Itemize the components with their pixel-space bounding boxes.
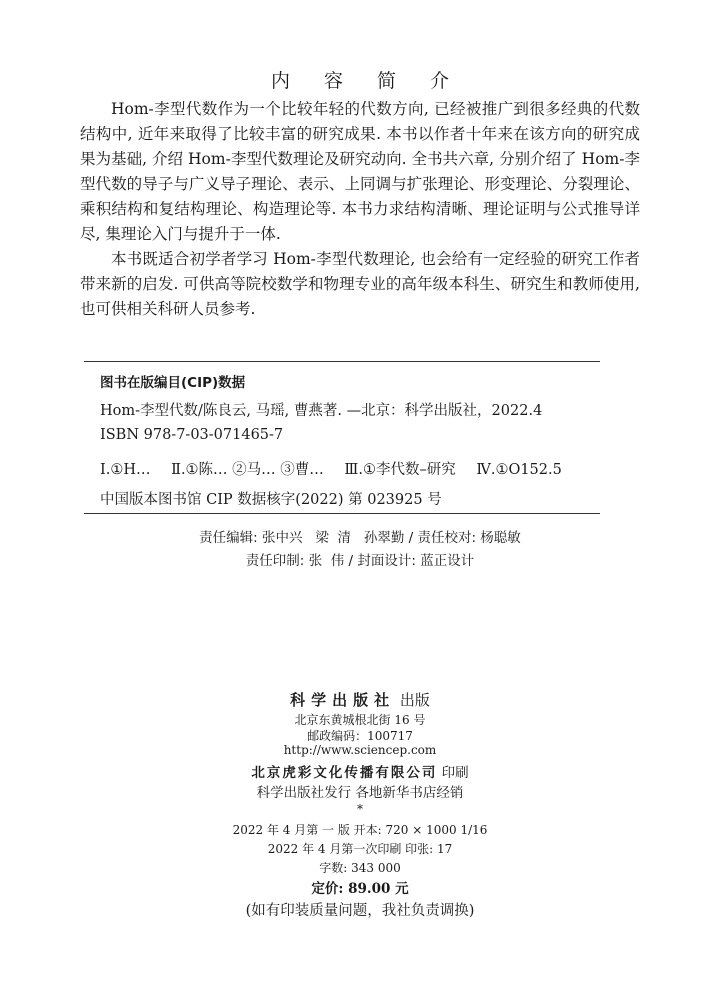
cip-class-item: Ⅰ.①H…: [100, 462, 151, 478]
cip-isbn: ISBN 978-7-03-071465-7: [100, 427, 284, 443]
publisher-line: [0, 689, 720, 710]
publisher-name: 科学出版社: [290, 691, 396, 709]
price: 定价: 89.00 元: [311, 881, 409, 897]
cip-classification: [100, 458, 578, 479]
intro-paragraph-1: Hom-李型代数作为一个比较年轻的代数方向, 已经被推广到很多经典的代数结构中, 近年来取得了比较丰富的研究成果. 本书以作者十年来在该方向的研究成果为基础, 介绍 Hom-李型代数理论及研究动向. 全书共六章, 分别介绍了 Hom-李型代数的导子与广义导子理论、表示、上同调与扩张理论、形变理论、分裂理论、乘积结构和复结构理论、构造理论等. 本书力求结构清晰、理论证明与公式推导详尽, 集理论入门与提升于一体.: [80, 100, 640, 243]
cip-record-number: 中国版本图书馆 CIP 数据核字(2022) 第 023925 号: [100, 492, 442, 508]
editors-line-1: 责任编辑: 张中兴 梁 清 孙翠勤 / 责任校对: 杨聪敏: [199, 530, 521, 546]
publisher-suffix: 出版: [399, 691, 430, 709]
cip-class-item: Ⅳ.①O152.5: [476, 462, 562, 478]
cip-heading: 图书在版编目(CIP)数据: [100, 375, 246, 391]
separator-asterisk: *: [357, 802, 363, 816]
printing-line: 2022 年 4 月第一次印刷 印张: 17: [267, 842, 453, 856]
cip-class-item: Ⅱ.①陈… ②马… ③曹…: [171, 462, 324, 478]
cip-catalog-line: Hom-李型代数/陈良云, 马瑶, 曹燕著. —北京：科学出版社，2022.4: [100, 403, 543, 419]
printer-suffix: 印刷: [441, 765, 469, 781]
intro-paragraph-2: 本书既适合初学者学习 Hom-李型代数理论, 也会给有一定经验的研究工作者带来新的启发. 可供高等院校数学和物理专业的高年级本科生、研究生和教师使用, 也可供相关科研人员参考.: [80, 250, 640, 318]
printer-line: [0, 761, 720, 781]
quality-notice: (如有印装质量问题，我社负责调换): [245, 903, 475, 919]
page-title: 内 容 简 介: [270, 70, 464, 92]
cip-bottom-rule: [84, 513, 600, 514]
book-introduction: [80, 97, 640, 322]
cip-top-rule: [84, 361, 600, 362]
edition-line: 2022 年 4 月第 一 版 开本: 720 × 1000 1/16: [232, 823, 488, 837]
publisher-postcode: 邮政编码：100717: [307, 729, 413, 743]
cip-class-item: Ⅲ.①李代数–研究: [344, 462, 456, 478]
distribution-line: 科学出版社发行 各地新华书店经销: [256, 785, 464, 801]
publisher-url: http://www.sciencep.com: [283, 743, 437, 757]
editors-line-2: 责任印制: 张 伟 / 封面设计: 蓝正设计: [245, 553, 475, 569]
publisher-address: 北京东黄城根北街 16 号: [294, 713, 426, 727]
printer-name: 北京虎彩文化传播有限公司: [251, 765, 438, 781]
word-count: 字数: 343 000: [319, 861, 401, 875]
